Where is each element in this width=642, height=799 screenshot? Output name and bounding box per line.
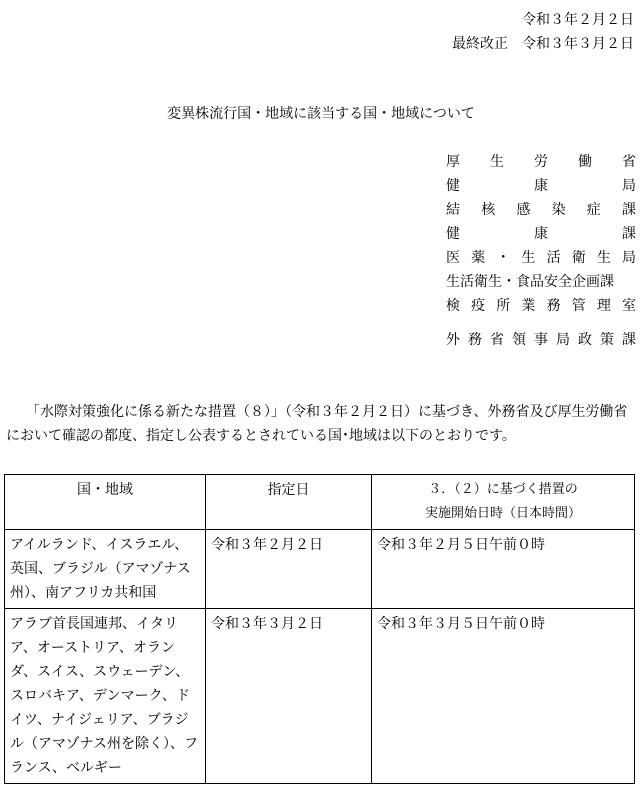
issuer-line: 検 疫 所 業 務 管 理 室 xyxy=(446,298,636,314)
issuer-line: 健 康 課 xyxy=(446,226,636,242)
issuer-line: 医 薬 ・ 生 活 衛 生 局 xyxy=(446,250,636,266)
body-paragraph: 「水際対策強化に係る新たな措置（８）」（令和３年２月２日）に基づき、外務省及び厚生労働省において確認の都度、指定し公表するとされている国･地域は以下のとおりです。 xyxy=(6,404,628,444)
issuer-line: 健 康 局 xyxy=(446,178,636,194)
header-measure-line1: ３．（２）に基づく措置の xyxy=(428,482,578,497)
issuer-line: 厚 生 労 働 省 xyxy=(446,154,636,170)
table-row xyxy=(5,530,635,609)
header-date: 指定日 xyxy=(206,475,372,530)
row-start: 令和３年３月５日午前０時 xyxy=(372,609,635,784)
table-header-row xyxy=(5,475,635,530)
issuer-line: 生活衛生・食品安全企画課 xyxy=(446,274,614,290)
issuer-line: 外 務 省 領 事 局 政 策 課 xyxy=(446,332,636,348)
header-country: 国・地域 xyxy=(5,475,206,530)
row-date: 令和３年３月２日 xyxy=(206,609,372,784)
designation-table xyxy=(4,474,635,784)
date-block xyxy=(452,8,634,56)
issue-date: 令和３年２月２日 xyxy=(522,12,634,28)
issuer-line: 結 核 感 染 症 課 xyxy=(446,202,636,218)
row-start: 令和３年２月５日午前０時 xyxy=(372,530,635,609)
revised-date: 最終改正 令和３年３月２日 xyxy=(452,36,634,52)
table-row xyxy=(5,609,635,784)
issuer-list xyxy=(446,150,636,352)
header-measure xyxy=(372,475,635,530)
row-date: 令和３年２月２日 xyxy=(206,530,372,609)
row-countries: アイルランド、イスラエル、英国、ブラジル（アマゾナス州）、南アフリカ共和国 xyxy=(5,530,206,609)
header-measure-line2: 実施開始日時（日本時間） xyxy=(424,506,581,521)
row-countries: アラブ首長国連邦、イタリア、オーストリア、オランダ、スイス、スウェーデン、スロバキア、デンマーク、ドイツ、ナイジェリア、ブラジル（アマゾナス州を除く）、フランス、ベルギー xyxy=(5,609,206,784)
document-title: 変異株流行国・地域に該当する国・地域について xyxy=(167,106,475,122)
